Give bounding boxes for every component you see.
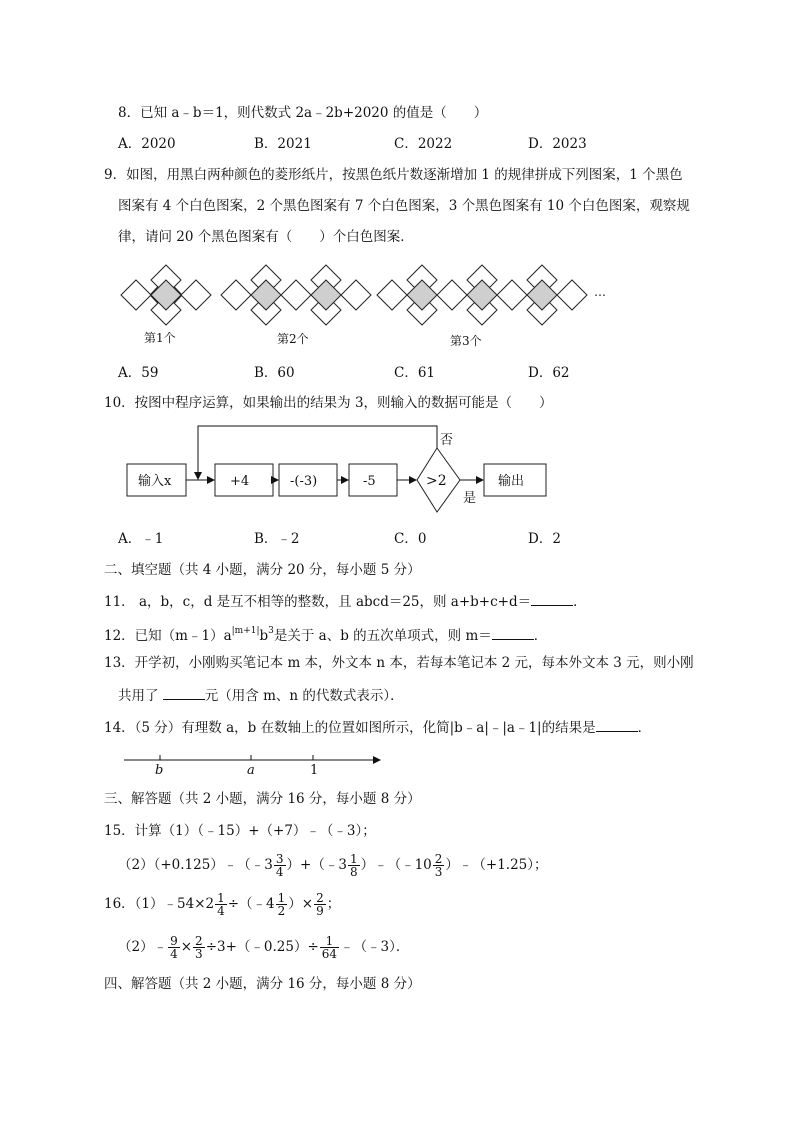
white-rhombus (121, 280, 151, 310)
q12-text-before: 12．已知（m﹣1）a (104, 628, 232, 644)
white-rhombus (497, 280, 527, 310)
q16-f2-num: 1 (277, 890, 286, 905)
q10-option-c: C．0 (394, 531, 427, 547)
q8-text: 8．已知 a﹣b＝1，则代数式 2a﹣2b+2020 的值是（ ） (118, 105, 488, 121)
section-3-heading: 三、解答题（共 2 小题，满分 16 分，每小题 8 分） (104, 791, 421, 807)
white-rhombus (377, 280, 407, 310)
program-flowchart (120, 418, 560, 524)
q15-part2 (118, 850, 548, 880)
q15-f1-num: 3 (275, 851, 284, 866)
q16-f6-num: 1 (320, 935, 339, 948)
q16-f4-num: 9 (170, 933, 178, 948)
q16-p2-a: （2）﹣ (118, 939, 168, 955)
q8-option-b: B．2021 (254, 136, 312, 152)
q15-f3-den: 3 (434, 864, 443, 879)
label-a: a (247, 763, 255, 778)
minus5-label: -5 (363, 474, 376, 489)
q16-f3-num: 2 (316, 890, 324, 905)
q16-p1-c: ）× (288, 896, 314, 912)
q11-blank (531, 592, 573, 606)
q15-fraction-1 (274, 853, 286, 878)
q15-p2-b: ）+（﹣3 (286, 857, 347, 873)
q13-line2-after: 元（用含 m、n 的代数式表示）． (204, 688, 404, 704)
q15-p2-d: ）﹣（+1.25）； (445, 857, 548, 873)
number-line-figure (118, 748, 388, 778)
q11-text: 11． a，b，c，d 是互不相等的整数，且 abcd＝25，则 a+b+c+d＝ (104, 594, 532, 610)
minus-neg3-label: -(-3) (290, 474, 318, 489)
q16-f3-den: 9 (316, 903, 324, 918)
q14-end: ． (637, 720, 652, 736)
q8-option-a: A．2020 (118, 136, 176, 152)
q9-line2: 图案有 4 个白色图案，2 个黑色图案有 7 个白色图案，3 个黑色图案有 10 个白色图案，观察规 (118, 198, 690, 214)
q16-fraction-6 (320, 935, 339, 960)
q8-option-d: D．2023 (528, 136, 587, 152)
q15-fraction-2 (348, 853, 360, 878)
input-label: 输入x (138, 474, 172, 489)
q11 (104, 592, 587, 611)
q10-text: 10．按图中程序运算，如果输出的结果为 3，则输入的数据可能是（ ） (104, 395, 553, 411)
q15-f2-den: 8 (349, 864, 358, 879)
pattern-ellipsis: … (594, 285, 606, 299)
section-4-heading: 四、解答题（共 2 小题，满分 16 分，每小题 8 分） (104, 976, 421, 992)
figure-label-2: 第2个 (277, 332, 309, 346)
q9-option-d: D．62 (528, 365, 570, 381)
q16-f4-den: 4 (170, 946, 178, 961)
q16-part2 (118, 932, 409, 962)
condition-label: >2 (426, 473, 447, 489)
section-2-heading: 二、填空题（共 4 小题，满分 20 分，每小题 5 分） (104, 562, 421, 578)
q9-option-c: C．61 (394, 365, 436, 381)
q15-p2-c: ）﹣（﹣10 (360, 857, 432, 873)
q9-option-a: A．59 (118, 365, 159, 381)
q10-option-a: A．﹣1 (118, 531, 164, 547)
q16-fraction-3 (314, 892, 326, 917)
no-label: 否 (440, 433, 454, 448)
q16-fraction-4 (168, 935, 180, 960)
white-rhombus (221, 280, 251, 310)
q10-option-b: B．﹣2 (254, 531, 300, 547)
white-rhombus (437, 280, 467, 310)
q16-fraction-1 (215, 892, 227, 917)
q14-blank (596, 718, 638, 732)
q16-fraction-5 (193, 935, 205, 960)
q13-line2-before: 共用了 (118, 688, 163, 704)
white-rhombus (557, 280, 587, 310)
q9-line1: 9．如图，用黑白两种颜色的菱形纸片，按黑色纸片数逐渐增加 1 的规律拼成下列图案，1 个黑色 (104, 167, 683, 183)
q12-exponent-1: |m+1| (231, 626, 260, 636)
q16-p1-d: ； (326, 896, 341, 912)
q16-p2-c: ÷3+（﹣0.25）÷ (205, 939, 319, 955)
q12 (104, 622, 547, 645)
q12-blank (492, 626, 534, 640)
label-b: b (155, 763, 164, 778)
q15-f3-num: 2 (434, 851, 443, 866)
yes-label: 是 (463, 491, 477, 506)
q12-exponent-2: 3 (268, 626, 274, 636)
q16-f5-den: 3 (195, 946, 203, 961)
q16-f5-num: 2 (195, 933, 203, 948)
rhombus-pattern-figure (110, 258, 610, 354)
white-rhombus (341, 280, 371, 310)
q10-option-d: D．2 (528, 531, 561, 547)
q13-line1: 13．开学初，小刚购买笔记本 m 本，外文本 n 本，若每本笔记本 2 元，每本外文本 3 元，则小刚 (104, 655, 694, 671)
label-1: 1 (310, 763, 319, 778)
q16-p2-b: × (180, 939, 193, 955)
q9-line3: 律，请问 20 个黑色图案有（ ）个白色图案． (118, 229, 414, 245)
q16-p1-a: 16．（1）﹣54×2 (104, 896, 215, 912)
q16-fraction-2 (276, 892, 288, 917)
q15-f1-den: 4 (275, 864, 284, 879)
white-rhombus (181, 280, 211, 310)
q14-text: 14．（5 分）有理数 a，b 在数轴上的位置如图所示，化简|b﹣a|﹣|a﹣1|的结果是 (104, 720, 596, 736)
q16-f6-den: 64 (321, 946, 338, 961)
q8-option-c: C．2022 (394, 136, 453, 152)
q13-line2 (118, 686, 404, 705)
q16-part1 (104, 889, 340, 919)
q13-blank (163, 686, 205, 700)
output-label: 输出 (498, 474, 525, 489)
white-rhombus (281, 280, 311, 310)
q14 (104, 718, 651, 737)
q16-p2-d: ﹣（﹣3）． (340, 939, 410, 955)
q9-option-b: B．60 (254, 365, 295, 381)
q16-p1-b: ÷（﹣4 (227, 896, 275, 912)
q16-f1-num: 1 (217, 890, 225, 905)
q16-f1-den: 4 (217, 903, 225, 918)
figure-label-1: 第1个 (144, 331, 176, 345)
figure-label-3: 第3个 (450, 334, 482, 348)
q11-end: ． (573, 594, 587, 610)
q15-p2-a: （2）（+0.125）﹣（﹣3 (118, 857, 273, 873)
q16-f2-den: 2 (277, 903, 286, 918)
q12-text-mid: b (259, 628, 269, 644)
q15-part1: 15．计算（1）（﹣15）+（+7）﹣（﹣3）； (104, 823, 376, 839)
q15-fraction-3 (433, 853, 445, 878)
q15-f2-num: 1 (349, 851, 358, 866)
plus4-label: +4 (230, 474, 250, 489)
q12-end: ． (533, 628, 548, 644)
q12-text-after: 是关于 a、b 的五次单项式，则 m＝ (273, 628, 492, 644)
